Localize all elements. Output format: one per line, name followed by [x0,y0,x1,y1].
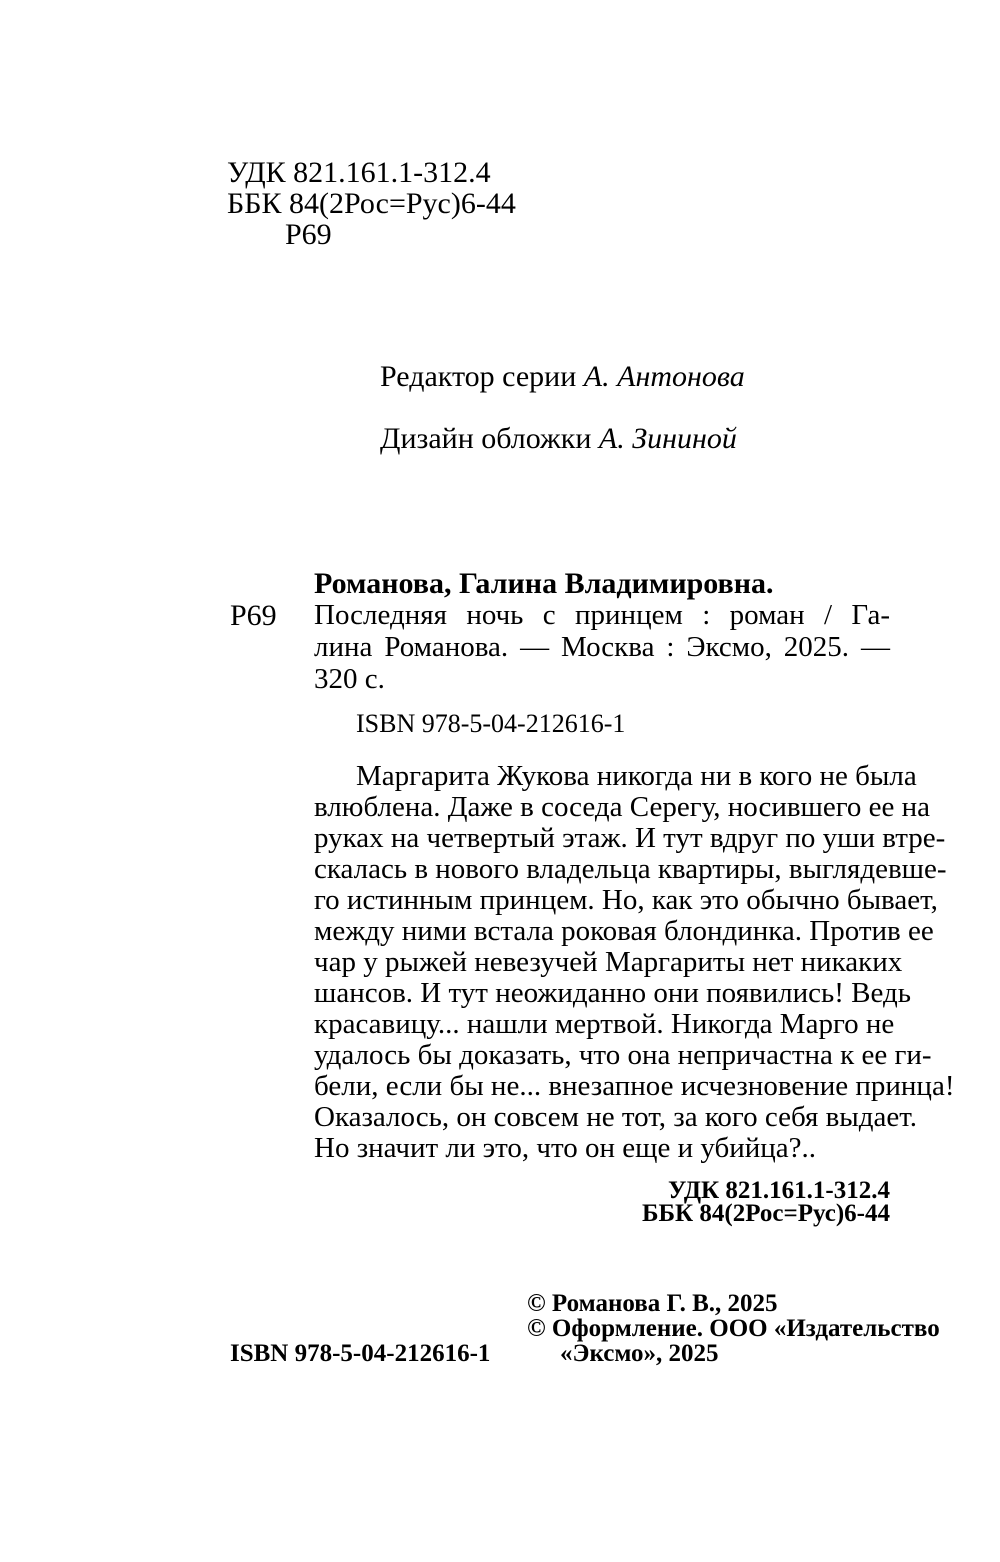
annotation-line: го истинным принцем. Но, как это обычно бывает, [314,884,938,916]
cover-design-name: А. Зининой [598,422,737,455]
series-editor-credit [380,362,745,392]
author-sign: Р69 [285,218,332,251]
catalog-isbn: ISBN 978-5-04-212616-1 [356,709,626,738]
bbk-code: ББК 84(2Рос=Рус)6-44 [227,187,516,220]
copyright-author: © Романова Г. В., 2025 [527,1290,778,1317]
annotation-line: чар у рыжей невезучей Маргариты нет никаких [314,946,903,978]
annotation-line: Оказалось, он совсем не тот, за кого себя выдает. [314,1101,917,1133]
annotation-line: шансов. И тут неожиданно они появились! Ведь [314,977,911,1009]
footer-udk: УДК 821.161.1-312.4 [668,1177,890,1204]
annotation-line: бели, если бы не... внезапное исчезновение принца! [314,1070,955,1102]
catalog-heading: Романова, Галина Владимировна. [314,567,774,600]
catalog-author-sign: Р69 [230,599,277,632]
copyright-design-line1: © Оформление. ООО «Издательство [527,1315,940,1342]
catalog-description-line: 320 с. [314,663,385,695]
catalog-description-line: лина Романова. — Москва : Эксмо, 2025. — [314,631,890,663]
annotation-line: удалось бы доказать, что она непричастна к ее ги- [314,1039,932,1071]
footer-bbk: ББК 84(2Рос=Рус)6-44 [642,1200,890,1227]
footer-isbn: ISBN 978-5-04-212616-1 [230,1340,491,1367]
catalog-description-line: Последняя ночь с принцем : роман / Га- [314,599,890,631]
annotation-line: скалась в нового владельца квартиры, выглядевше- [314,853,947,885]
cover-design-credit [380,424,737,454]
annotation-line: Маргарита Жукова никогда ни в кого не была [356,760,917,792]
annotation-line: Но значит ли это, что он еще и убийца?.. [314,1132,817,1164]
annotation-line: влюблена. Даже в соседа Серегу, носившего ее на [314,791,931,823]
cover-design-label: Дизайн обложки [380,422,592,455]
copyright-design-line2: «Эксмо», 2025 [560,1340,719,1367]
series-editor-name: А. Антонова [583,360,745,393]
annotation-line: красавицу... нашли мертвой. Никогда Марго не [314,1008,895,1040]
udk-code: УДК 821.161.1-312.4 [227,156,491,189]
annotation-line: руках на четвертый этаж. И тут вдруг по уши втре- [314,822,946,854]
series-editor-label: Редактор серии [380,360,577,393]
annotation-line: между ними встала роковая блондинка. Против ее [314,915,934,947]
